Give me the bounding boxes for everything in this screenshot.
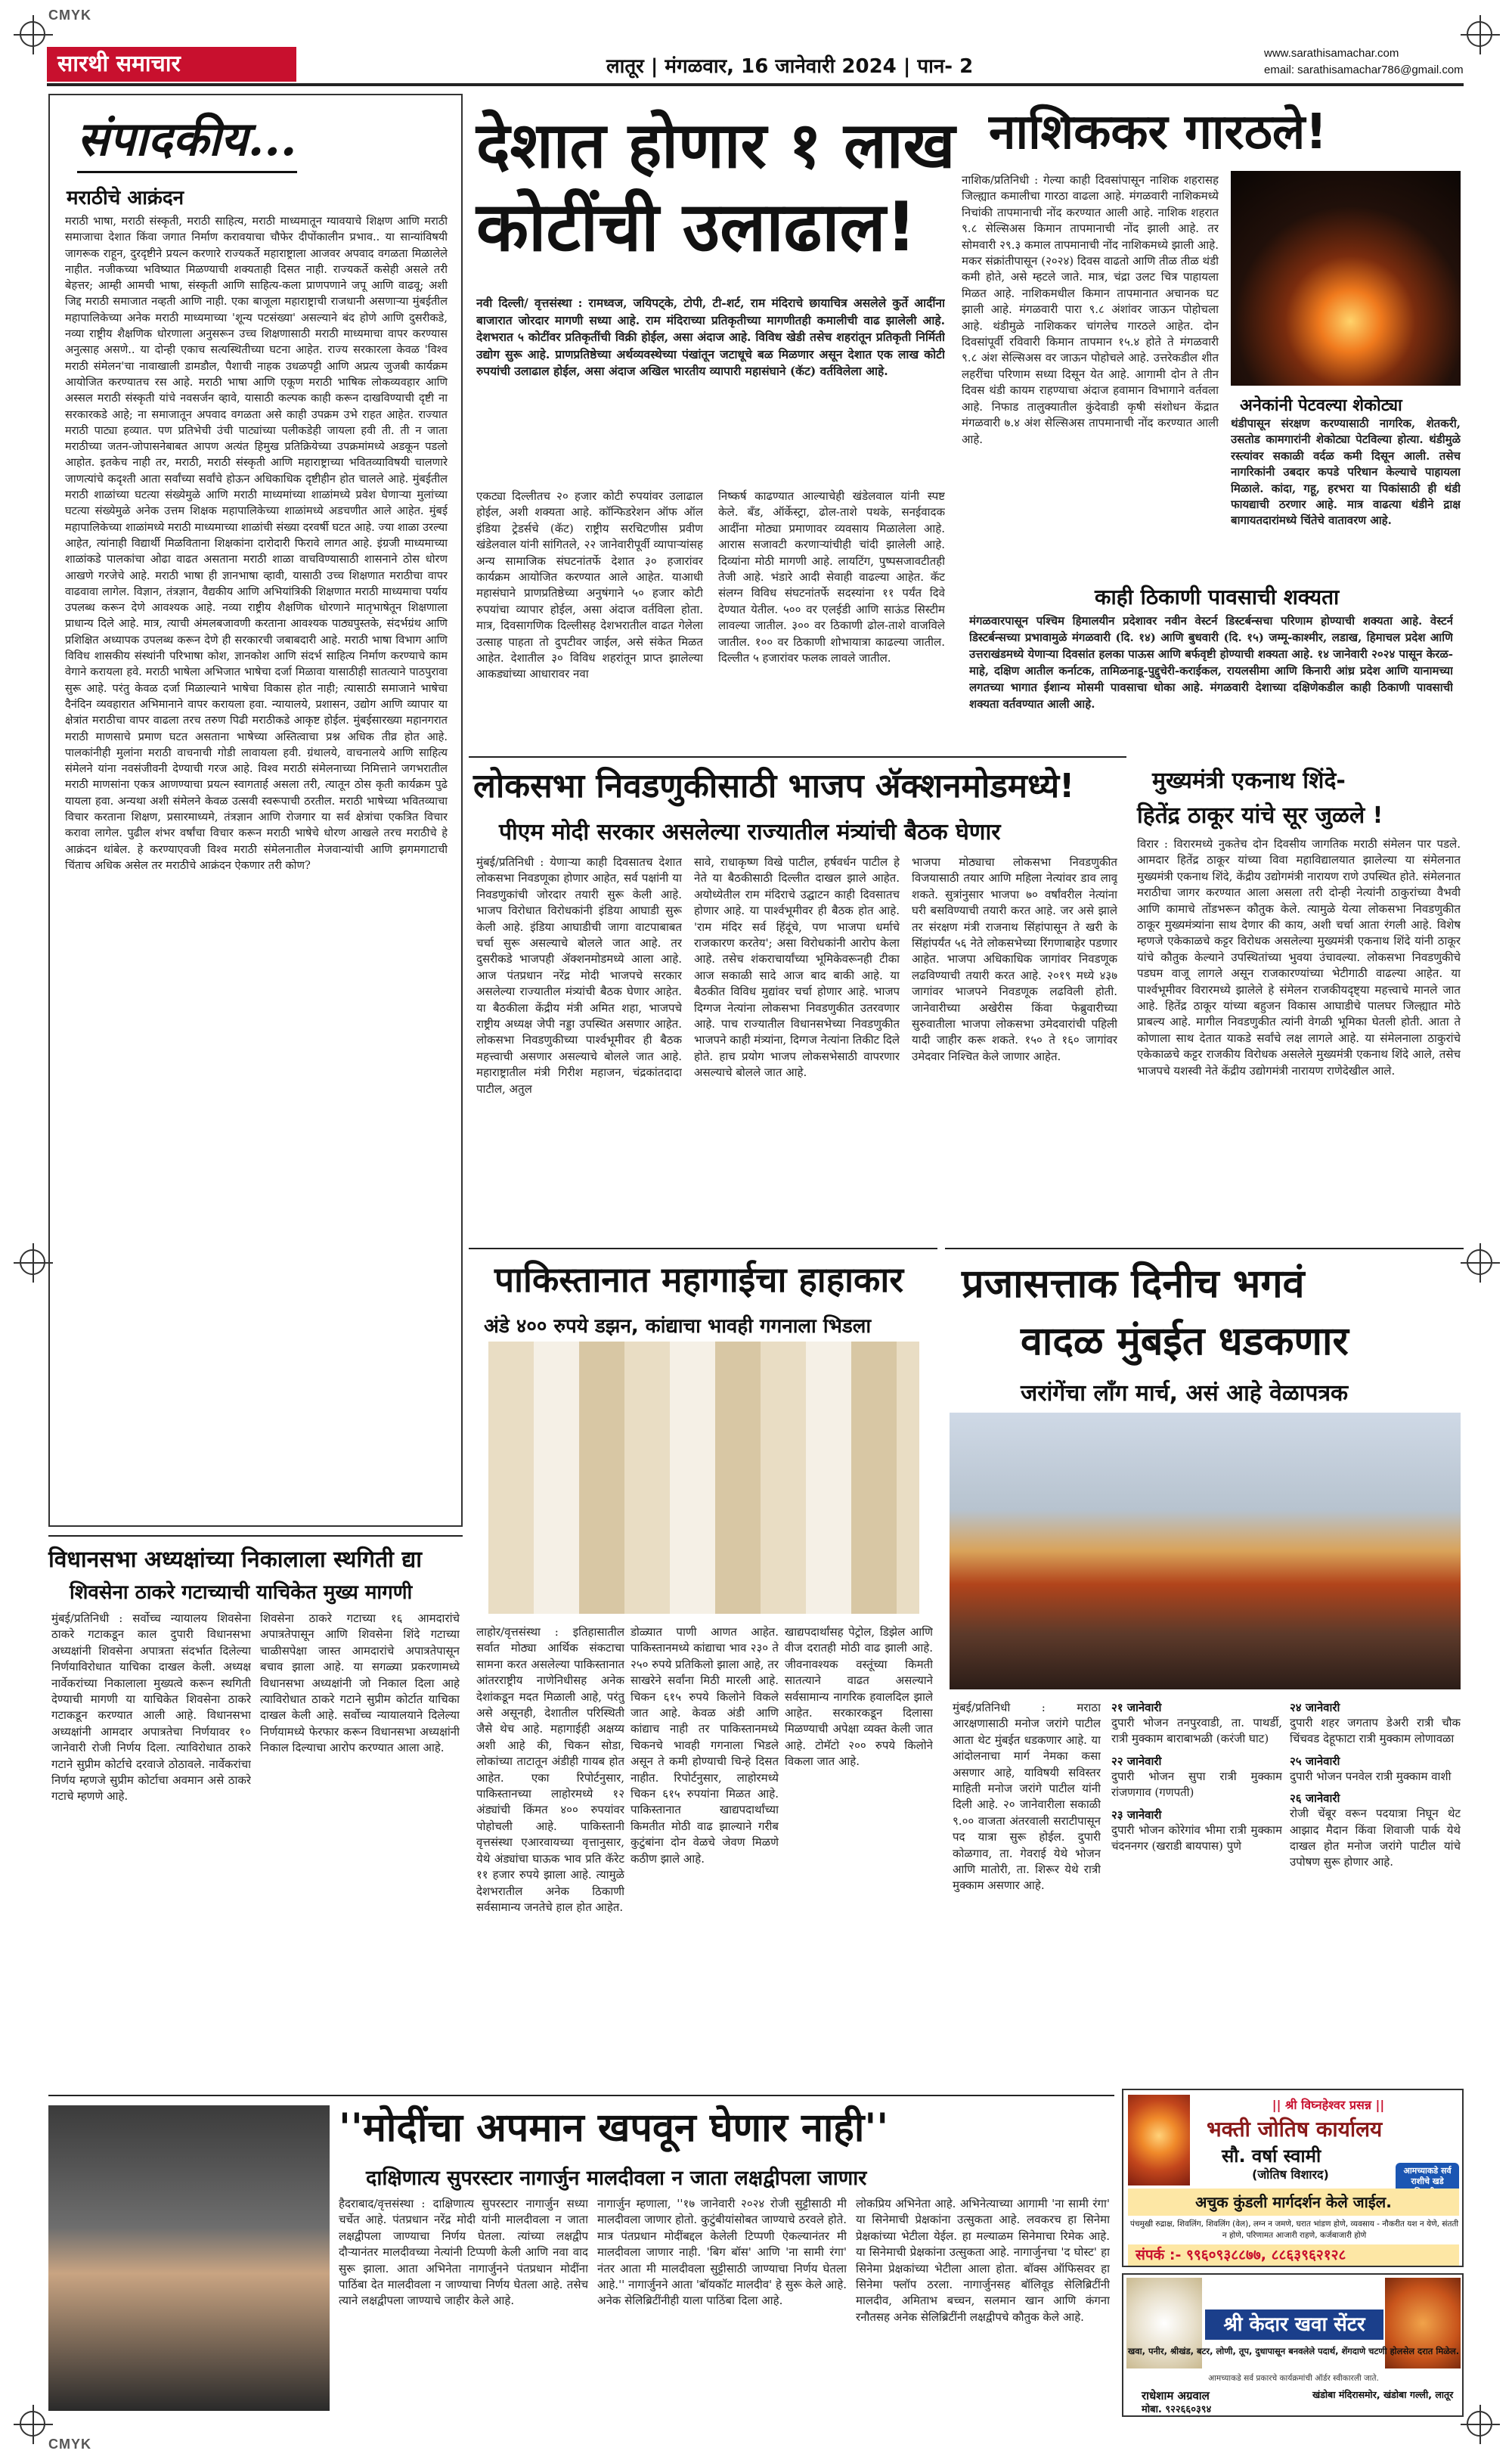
speaker-col-2: शिवसेना ठाकरे गटाच्या १६ आमदारांचे अपात्रतेपासून आणि शिवसेना शिंदे गटाच्या चाळीसपेक्षा जास्त आमदारांचे अपात्रतेपासून बचाव झाला आहे. या सगळ्या प्रकरणामध्ये विधानसभा अध्यक्षांनी जो निकाल दिला आहे त्याविरोधात ठाकरे गटाने सुप्रीम कोर्टात याचिका दाखल केली आहे. सर्वोच्च न्यायालयाने दिलेल्या निर्णयामध्ये फेरफार करून विधानसभा अध्यक्षांनी निकाल दिल्याचा आरोप करण्यात आला आहे. <box>260 1612 460 1755</box>
lead-intro: नवी दिल्ली/ वृत्तसंस्था : रामध्वज, जयिपट्के, टोपी, टी-शर्ट, राम मंदिराचे छायाचित्र असलेले कुर्ते आदींना बाजारात जोरदार मागणी सध्या आहे. राम मंदिराच्या प्रतिकृतीच्या मागणीतही कमालीची वाढ झालेली आहे. देशभरात ५ कोटींवर प्रतिकृतींची विक्री होईल, असा अंदाज आहे. विविध खेडी तसेच शहरांतून प्रतिकृती निर्मिती उद्योग सुरू आहे. प्राणप्रतिष्ठेच्या अर्थव्यवस्थेच्या पंखांतून जटाधूचे बळ मिळणार असून देशात एक लाख कोटी रुपयांची उलाढाल होईल, असा अंदाज अखिल भारतीय व्यापारी महासंघाने (कॅट) वर्तविलेला आहे. <box>476 296 945 378</box>
astrology-name: सौ. वर्षा स्वामी <box>1222 2145 1321 2167</box>
modi-col-1: हैदराबाद/वृत्तसंस्था : दाक्षिणात्य सुपरस्टार नागार्जुन सध्या चर्चेत आहे. पंतप्रधान नरेंद्र मोदी यांनी मालदीवला न जाता लक्षद्वीपला जाण्याचा निर्णय घेतला. त्यांच्या लक्षद्वीप दौऱ्यानंतर मालदीवच्या नेत्यांनी टिप्पणी केली आणि नवा वाद सुरू झाला. आता अभिनेता नागार्जुनने पंतप्रधान मोदींना पाठिंबा देत मालदीवला न जाण्याचा निर्णय घेतला आहे. तसेच त्याने लक्षद्वीपला जाण्याचे जाहीर केले आहे. <box>339 2197 588 2308</box>
registration-mark-icon <box>20 2411 45 2437</box>
rain-headline: काही ठिकाणी पावसाची शक्यता <box>1095 585 1340 610</box>
schedule-items: दुपारी भोजन कोरेगांव भीमा रात्री मुक्काम चंदननगर (खराडी बायपास) पुणे <box>1111 1823 1282 1854</box>
story-rain <box>959 582 1464 753</box>
khawa-name: श्री केदार खवा सेंटर <box>1223 2313 1365 2336</box>
khawa-phone[interactable]: मोबा. ९२२६६०३९४ <box>1142 2404 1212 2415</box>
modi-col-2: नागार्जुन म्हणाला, ''१७ जानेवारी २०२४ रोजी सुट्टीसाठी मी मालदीवला जाणार होतो. कुटुंबीयांसोबत जाण्याचे ठरवले होते. मात्र पंतप्रधान मोदींबद्दल केलेली टिप्पणी ऐकल्यानंतर मी मालदीवला जाणार नाही. 'बिग बॉस' आणि 'ना सामी रंगा' नंतर आता मी मालदीवला सुट्टीसाठी जाण्याचा निर्णय घेतला आहे.'' नागार्जुनने आता 'बॉयकॉट मालदीव' हे सुरू केले आहे. अनेक सेलिब्रिटींनीही याला पाठिंबा दिला आहे. <box>597 2197 847 2308</box>
pakistan-col-3: खाद्यपदार्थांसह पेट्रोल, डिझेल आणि वीज दरातही मोठी वाढ झाली आहे. जीवनावश्यक वस्तूंच्या किमती सातत्याने वाढत असल्याने सर्वसामान्य नागरिक हवालदिल झाले आहेत. सरकारकडून दिलासा मिळण्याची अपेक्षा व्यक्त केली जात आहे. टोमॅटो २०० रुपये किलोने विकला जात आहे. <box>785 1625 933 1769</box>
speaker-col-1: मुंबई/प्रतिनिधी : सर्वोच्च न्यायालय शिवसेना ठाकरे गटाकडून काल दुपारी विधानसभा अध्यक्षांनी शिवसेना अपात्रता संदर्भात दिलेल्या निर्णयाविरोधात याचिका दाखल केली. अध्यक्ष नार्वेकरांच्या निकालाला मुख्यत्वे करून स्थगिती देण्याची मागणी या याचिकेत शिवसेना ठाकरे गटाकडून करण्यात आली आहे. विधानसभा अध्यक्षांनी आमदार अपात्रतेचा निर्णयावर १० जानेवारी रोजी निर्णय दिला. त्याविरोधात ठाकरे गटाने सुप्रीम कोर्टाचे दरवाजे ठोठावले. नार्वेकरांचा निर्णय म्हणजे सुप्रीम कोर्टाचा अवमान असे ठाकरे गटाचे म्हणणे आहे. <box>51 1612 251 1804</box>
story-nashik <box>959 94 1464 578</box>
astrology-slogan: अचुक कुंडली मार्गदर्शन केले जाईल. <box>1195 2193 1392 2211</box>
modi-col-3: लोकप्रिय अभिनेता आहे. अभिनेत्याच्या आगामी 'ना सामी रंगा' या सिनेमाची प्रेक्षकांना उत्सुकता आहे. लवकरच हा सिनेमा प्रेक्षकांच्या भेटीला येईल. हा मल्याळम सिनेमाचा रिमेक आहे. या सिनेमाची प्रेक्षकांना उत्सुकता आहे. नागार्जुनचा 'द घोस्ट' हा सिनेमा प्रेक्षकांच्या भेटीला आला होता. बॉक्स ऑफिसवर हा सिनेमा फ्लॉप ठरला. नागार्जुनसह बॉलिवूड सेलिब्रिटींनी मालदीव, अमिताभ बच्चन, सलमान खान आणि कंगना रनौतसह अनेक सेलिब्रिटींनी लक्षद्वीपचे कौतुक केले आहे. <box>856 2197 1110 2324</box>
schedule-day: २५ जानेवारी <box>1290 1754 1340 1768</box>
story-modi <box>48 2095 1114 2416</box>
schedule-day: २४ जानेवारी <box>1290 1701 1340 1714</box>
masthead <box>47 42 1464 85</box>
republic-subhead: जरांगेंचा लाँग मार्च, असं आहे वेळापत्रक <box>1021 1380 1349 1407</box>
speaker-headline: विधानसभा अध्यक्षांच्या निकालाला स्थगिती द्या <box>48 1546 423 1573</box>
bjp-subhead: पीएम मोदी सरकार असलेल्या राज्यातील मंत्र्यांची बैठक घेणार <box>499 819 1001 845</box>
nashik-caption-title: अनेकांनी पेटवल्या शेकोट्या <box>1240 396 1402 415</box>
editorial-body: मराठी भाषा, मराठी संस्कृती, मराठी साहित्य, मराठी माध्यमातून ग्यावयाचे शिक्षण आणि मराठी समाजाचा देशात किंवा जगात निर्माण करावयाचा चौफेर दीपोंकालीन प्रभाव.. या सान्यांविषयी जागरूक राहून, दुरदृष्टीने प्रयत्न करणारे राज्यकर्ते महाराष्ट्राला आजवर अपवाद वगळता मिळालेले नाहीत. नजीकच्या भविष्यात मिळण्याची शक्यताही दिसत नाही. राज्यकर्ते कसेही असले तरी बेहत्तर; आम्ही आमची भाषा, संस्कृती आणि साहित्य-कला प्राणपणाने जपू आणि वाढवू; अशी जिद्द मराठी समाजात नव्हती आणि नाही. एका बाजूला महाराष्ट्राची राजधानी असणाऱ्या मुंबईतील महापालिकेच्या अनेक मराठी माध्यमाच्या 'शून्य पटसंख्या' असल्याने बंद होणे आणि दुसरीकडे, नव्या राष्ट्रीय शैक्षणिक धोरणाला अनुसरून उच्च शिक्षणासाठी मराठी माध्यमाचा वापर करण्यास अनुत्साह असणे.. या दोन्ही एकाच सत्यस्थितीच्या घटना आहेत. राज्य सरकारला केवळ 'विश्व मराठी संमेलन'चा नावाखाली डामडौल, पैशाची नाहक उधळपट्टी आणि अप्रत्य जुजबी कार्यक्रम आयोजित करण्यातच रस आहे. मराठी भाषा आणि एकूण मराठी भाषिक लोकव्यवहार आणि अस्सल मराठी संस्कृती यांचे नवसर्जन व्हावे, यासाठी कल्पक काही करून दाखविण्याची दृष्टी ना सरकारकडे आहे; ना समाजातून अपवाद वगळता असे काही उपक्रम उभे राहत आहेत. राज्यात मराठी पाट्या हव्यात. पण प्रतिभेची उंची पाट्यांच्या पलीकडेही जायला हवी ती. ती न जाता मराठीच्या जतन-जोपासनेबाबत आपण अत्यंत हिमुख प्रतिक्रियेच्या उपक्रमांमध्ये अडकून पडलो आहोत. इतकेच नाही तर, मराठी, मराठी संस्कृती आणि महाराष्ट्राच्या भवितव्याविषयी चालणारे जाणत्यांचे कदृश्ती आता सर्वांच्या सर्वांचे होऊन अधिकाधिक दृष्टीहीन होत चालले आहे. मुंबईतील मराठी शाळांच्या घटत्या संख्येमुळे आणि मराठी माध्यमांच्या शाळांमध्ये प्रवेश घेणाऱ्या मुलांच्या घटत्या संख्येमुळे अनेक उत्तम शिक्षक महापालिकेच्या शाळांमध्ये अडचणीत आले आहेत. मुंबई महापालिकेच्या शाळांमध्ये मराठी माध्यमाच्या शाळांची संख्या दरवर्षी घटत आहे. ज्या शाळा उरल्या आहेत, त्यांनाही विद्यार्थी मिळविताना शिक्षकांना दारोदारी फिरावे लागत आहे. इंग्रजी माध्यमाच्या शाळांकडे पालकांचा ओढा वाढत असताना मराठी शाळा वाचविण्यासाठी शासनाने ठोस धोरण आखणे गरजेचे आहे. मराठी भाषा ही ज्ञानभाषा व्हावी, यासाठी उच्च शिक्षणात मराठीचा वापर वाढवावा लागेल. विज्ञान, तंत्रज्ञान, वैद्यकीय आणि अभियांत्रिकी शिक्षणात मराठी माध्यमाचा पर्याय उपलब्ध करून देणे आवश्यक आहे. नव्या राष्ट्रीय शैक्षणिक धोरणाने मातृभाषेतून शिक्षणाला प्राधान्य दिले आहे. मात्र, त्याची अंमलबजावणी करताना आवश्यक पाठ्यपुस्तके, संदर्भग्रंथ आणि प्रशिक्षित अध्यापक उपलब्ध करून देणे ही सरकारची जबाबदारी आहे. मराठी भाषा विभाग आणि विविध शासकीय संस्थांनी परिभाषा कोश, ज्ञानकोश आणि संदर्भ साहित्य निर्माण करण्याचे काम वेगाने करायला हवे. मराठी भाषेला अभिजात भाषेचा दर्जा मिळावा यासाठीही सातत्याने पाठपुरावा सुरू आहे. परंतु केवळ दर्जा मिळाल्याने भाषेचा विकास होत नाही; त्यासाठी समाजाने भाषेचा दैनंदिन व्यवहारात अभिमानाने वापर करायला हवा. न्यायालये, प्रशासन, उद्योग आणि व्यापार या क्षेत्रांत मराठीचा वापर वाढला तरच तरुण पिढी मराठीकडे आकृष्ट होईल. मुंबईसारख्या महानगरात मराठी माणसाचे प्रमाण घटत असताना भाषेच्या अस्तित्वाचा प्रश्न अधिक तीव्र होत आहे. पालकांनीही मुलांना मराठी वाचनाची गोडी लावायला हवी. ग्रंथालये, वाचनालये आणि साहित्य संमेलने यांना नवसंजीवनी देण्याची गरज आहे. विश्व मराठी संमेलनाच्या निमित्ताने जगभरातील मराठी माणसांना एकत्र आणण्याचा प्रयत्न स्वागतार्ह असला तरी, त्यातून ठोस कृती कार्यक्रम पुढे यायला हवा. अन्यथा अशी संमेलने केवळ उत्सवी स्वरूपाची ठरतील. मराठी भाषेच्या भवितव्याचा विचार करताना शिक्षण, प्रसारमाध्यमे, तंत्रज्ञान आणि रोजगार या सर्व क्षेत्रांचा एकत्रित विचार करावा लागेल. पुढील शंभर वर्षांचा विचार करून मराठी भाषेचे धोरण आखले तरच मराठीचे हे आक्रंदन थांबेल. हे करण्याएवजी विश्व मराठी संमेलनातील मेजवान्यांची आणि झगमगाटाची चिंताच अधिक असेल तर मराठीचे आक्रंदन ऐकणार तरी कोण? <box>65 215 448 872</box>
khawa-name-band <box>1205 2310 1383 2340</box>
pakistan-subhead: अंडे ४०० रुपये डझन, कांद्याचा भावही गगनाला भिडला <box>484 1315 872 1338</box>
story-shinde <box>1134 756 1464 1240</box>
modi-headline: ''मोदींचा अपमान खपवून घेणार नाही'' <box>339 2105 889 2151</box>
khawa-owner: राधेशाम अग्रवाल <box>1142 2389 1210 2403</box>
editorial-box <box>48 94 463 1527</box>
schedule-day: २२ जानेवारी <box>1111 1754 1162 1768</box>
paper-name-banner <box>47 47 296 82</box>
registration-mark-icon <box>20 1249 45 1275</box>
schedule-day: २१ जानेवारी <box>1111 1701 1162 1714</box>
khawa-note: आमच्याकडे सर्व प्रकारचे कार्यक्रमांची ऑर्डर स्वीकारली जाते. <box>1208 2374 1379 2383</box>
modi-subhead: दाक्षिणात्य सुपरस्टार नागार्जुन मालदीवला न जाता लक्षद्वीपला जाणार <box>366 2167 867 2190</box>
rain-body: मंगळवारपासून पश्चिम हिमालयीन प्रदेशावर नवीन वेस्टर्न डिस्टर्बन्सचा परिणाम होण्याची शक्यता आहे. वेस्टर्न डिस्टर्बन्सच्या प्रभावामुळे मंगळवारी (दि. १४) आणि बुधवारी (दि. १५) जम्मू-काश्मीर, लडाख, हिमाचल प्रदेश आणि उत्तराखंडमध्ये येणाऱ्या दिवसांत हलका पाऊस आणि बर्फवृष्टी होण्याची शक्यता आहे. १४ जानेवारी २०२४ पासून केरळ-माहे, दक्षिण आतील कर्नाटक, तामिळनाडू-पुद्दुचेरी-कराईकल, रायलसीमा आणि किनारी आंध्र प्रदेश आणि यानामच्या लगतच्या भागात ईशान्य मोसमी पावसाचा धोका आहे. मंगळवारी देशाच्या दक्षिणेकडील काही ठिकाणी पावसाची शक्यता वर्तवण्यात आली आहे. <box>969 614 1453 711</box>
khawa-address: खंडोबा मंदिरासमोर, खंडोबा गल्ली, लातूर <box>1312 2389 1454 2400</box>
shinde-headline-1: मुख्यमंत्री एकनाथ शिंदे- <box>1152 768 1346 794</box>
schedule-day: २३ जानेवारी <box>1111 1807 1162 1822</box>
editorial-banner: संपादकीय... <box>77 106 297 173</box>
paper-name: सारथी समाचार <box>57 51 181 77</box>
schedule-items: रोजी चेंबूर वरून पदयात्रा निघून थेट आझाद मैदान किंवा शिवाजी पार्क येथे दाखल होत मनोज जरांगे पाटील यांचे उपोषण सुरू होणार आहे. <box>1290 1807 1461 1869</box>
astrology-badge: आमच्याकडे सर्व राशीचे खडे <box>1396 2163 1459 2205</box>
schedule-items: दुपारी भोजन पनवेल रात्री मुक्काम वाशी <box>1290 1769 1452 1783</box>
registration-mark-icon <box>20 21 45 47</box>
lead-headline-1: देशात होणार १ लाख <box>476 108 956 182</box>
story-pakistan <box>469 1248 937 2083</box>
republic-body: मुंबई/प्रतिनिधी : मराठा आरक्षणासाठी मनोज जरांगे पाटील आता थेट मुंबईत धडकणार आहे. या आंदोलनाचा मार्ग नेमका कसा असणार आहे, याविषयी सविस्तर माहिती मनोज जरांगे पाटील यांनी दिली आहे. २० जानेवारीला सकाळी ९.०० वाजता अंतरवाली सराटीपासून पद यात्रा सुरू होईल. दुपारी कोळगाव, ता. गेवराई येथे भोजन आणि मातोरी, ता. शिरूर येथे रात्री मुक्काम असणार आहे. <box>953 1701 1101 1893</box>
pakistan-col-1: लाहोर/वृत्तसंस्था : इतिहासातील सर्वात मोठ्या आर्थिक संकटाचा सामना करत असलेल्या पाकिस्तानात आंतरराष्ट्रीय नाणेनिधीसह अनेक देशांकडून मदत मिळाली आहे, परंतु असे असूनही, देशातील परिस्थिती जैसे थेच आहे. महागाईही अक्षय्य अशी आहे की, चिकन सोडा, लोकांच्या ताटातून अंडीही गायब होत आहेत. एका रिपोर्टनुसार, पाकिस्तानच्या लाहोरमध्ये १२ अंड्यांची किंमत ४०० रुपयांवर पोहोचली आहे. पाकिस्तानी वृत्तसंस्था एआरवायच्या वृत्तानुसार, येथे अंड्यांचा घाऊक भाव प्रति कॅरेट ११ हजार रुपये झाला आहे. त्यामुळे देशभरातील अनेक ठिकाणी सर्वसामान्य जनतेचे हाल होत आहेत. <box>476 1625 624 1914</box>
schedule-items: दुपारी शहर जगताप डेअरी रात्री चौक चिंचवड देहूफाटा रात्री मुक्काम लोणावळा <box>1290 1716 1461 1746</box>
astrology-degree: (जोतिष विशारद) <box>1252 2167 1329 2182</box>
story-lead <box>469 94 956 865</box>
registration-mark-icon <box>1467 1249 1492 1275</box>
bonfire-photo <box>1231 171 1461 386</box>
khawa-tagline: खवा, पनीर, श्रीखंड, बटर, लोणी, तूप, दुधापासून बनवलेले पदार्थ, शेंगदाणे चटणी होलसेल दरात मिळेल. <box>1127 2346 1460 2356</box>
registration-mark-icon <box>1467 21 1492 47</box>
schedule-items: दुपारी भोजन तनपुरवाडी, ता. पाथर्डी, रात्री मुक्काम बाराबाभळी (करंजी घाट) <box>1111 1716 1282 1746</box>
schedule-items: दुपारी भोजन सुपा रात्री मुक्काम रांजणगाव (गणपती) <box>1111 1769 1282 1800</box>
republic-headline-1: प्रजासत्ताक दिनीच भगवं <box>962 1261 1305 1307</box>
actor-photo <box>48 2105 330 2411</box>
editorial-title: मराठीचे आक्रंदन <box>67 187 184 209</box>
website[interactable]: www.sarathisamachar.com <box>1264 47 1399 60</box>
bjp-headline: लोकसभा निवडणुकीसाठी भाजप ॲक्शनमोडमध्ये! <box>473 767 1075 805</box>
email[interactable]: email: sarathisamachar786@gmail.com <box>1264 64 1464 76</box>
lead-headline-2: कोटींची उलाढाल! <box>476 188 917 267</box>
dateline: लातूर | मंगळवार, 16 जानेवारी 2024 | पान- 2 <box>606 55 974 78</box>
lead-col-2: निष्कर्ष काढण्यात आल्याचेही खंडेलवाल यांनी स्पष्ट केले. बँड, ऑर्केस्ट्रा, ढोल-ताशे पथके, सनईवादक आदींना मोठ्या प्रमाणावर व्यवसाय मिळालेला आहे. आरास सजावटी करणाऱ्यांचीही चांदी झालेली आहे. दिव्यांना मोठी मागणी आहे. लायटिंग, पुष्पसजावटीतही तेजी आहे. भंडारे आदी सेवाही वाढल्या आहेत. कॅट संलग्न विविध संघटनांतर्फे सदस्यांना ११ पर्यंत दिवे देण्यात येतील. ५०० वर एलईडी आणि साऊंड सिस्टीम लावल्या जातील. ३०० वर ठिकाणी ढोल-ताशे वाजविले जातील. १०० वर ठिकाणी शोभायात्रा काढल्या जातील. दिल्लीत ५ हजारांवर फलक लावले जातील. <box>718 489 945 665</box>
story-speaker <box>48 1535 463 2083</box>
lead-col-1: एकट्या दिल्लीतच २० हजार कोटी रुपयांवर उलाढाल होईल, अशी शक्यता आहे. कॉन्फिडरेशन ऑफ ऑल इंडिया ट्रेडर्सचे (कॅट) राष्ट्रीय सरचिटणीस प्रवीण खंडेलवाल यांनी सांगितले, २२ जानेवारीपूर्वी व्यापाऱ्यांसह अन्य सामाजिक संघटनांतर्फे देशात ३० हजारांवर कार्यक्रम आयोजित करण्यात आले आहेत. याआधी महासंघाने प्राणप्रतिष्ठेच्या अनुषंगाने ५० हजार कोटी रुपयांचा व्यापार होईल, असा अंदाज वर्तविला होता. मात्र, दिवसागणिक दिल्लीसह देशभरातील वाढत गेलेला उत्साह पाहता तो दुपटीवर जाईल, असे संकेत मिळत आहेत. देशातील ३० विविध शहरांतून प्राप्त झालेल्या आकड्यांच्या आधारावर नवा <box>476 489 703 681</box>
story-bjp <box>469 756 1126 1240</box>
shinde-body: विरार : विरारमध्ये नुकतेच दोन दिवसीय जागतिक मराठी संमेलन पार पडले. आमदार हितेंद्र ठाकूर यांच्या विवा महाविद्यालयात झालेल्या या संमेलनात मुख्यमंत्री एकनाथ शिंदे, केंद्रीय उद्योगमंत्री नारायण राणे उपस्थित होते. संमेलनात मराठीचा जागर करण्यात आला असला तरी दोन्ही नेत्यांनी ठाकुरांच्या वैभवी आणि कामाचे तोंडभरून कौतुक केले. त्यामुळे येत्या लोकसभा निवडणुकीत ठाकूर मुख्यमंत्र्यांना साथ देणार की काय, अशी चर्चा आता रंगली आहे. विशेष म्हणजे एकेकाळचे कट्टर विरोधक असलेल्या मुख्यमंत्री एकनाथ शिंदे यांनी ठाकूर यांचे कौतुक केल्याने उपस्थितांच्या भुवया उंचावल्या. लोकसभा निवडणुकीचे पडघम वाजू लागले असून राजकारण्यांच्या भेटीगाठी वाढल्या आहेत. या पार्श्वभूमीवर विरारमध्ये झालेले हे संमेलन राजकीयदृष्ट्या महत्त्वाचे मानले जात आहे. हितेंद्र ठाकूर यांच्या बहुजन विकास आघाडीचे पालघर जिल्ह्यात मोठे प्राबल्य आहे. मागील निवडणुकीत त्यांनी वेगळी भूमिका घेतली होती. आता ते कोणाला साथ देतात याकडे सर्वांचे लक्ष लागले आहे. या संमेलनाला ठाकुरांचे एकेकाळचे कट्टर राजकीय विरोधक असलेले मुख्यमंत्री एकनाथ शिंदे आले, तसेच भाजपचे यशस्वी नेते केंद्रीय उद्योगमंत्री नारायण राणेदेखील आले. <box>1137 837 1461 1078</box>
registration-mark-icon <box>1467 2411 1492 2437</box>
pakistan-headline: पाकिस्तानात महागाईचा हाहाकार <box>494 1259 904 1300</box>
market-photo <box>488 1342 919 1614</box>
astrology-top: || श्री विघ्नहेश्वर प्रसन्न || <box>1272 2098 1385 2112</box>
nashik-body: नाशिक/प्रतिनिधी : गेल्या काही दिवसांपासून नाशिक शहरासह जिल्ह्यात कमालीचा गारठा वाढला आहे. मंगळवारी नाशिकमध्ये निचांकी तापमानाची नोंद करण्यात आली आहे. नाशिक शहरात ९.८ सेल्सिअस किमान तापमानाची नोंद झाली आहे. तर सोमवारी २९.३ कमाल तापमानाची नोंद नाशिकमध्ये झाली आहे. मकर संक्रांतीपासून (२०२४) दिवस वाढतो आणि तीळ तीळ थंडी कमी होते, असे म्हटले जाते. मात्र, चंद्रा उलट चित्र पाहायला मिळत आहे. नाशिकमधील किमान तापमानात अचानक घट झाली आहे. मंगळवारी पारा ९.८ अंशांवर जाऊन पोहोचला आहे. थंडीमुळे नाशिककर चांगलेच गारठले आहेत. दोन दिवसांपूर्वी रविवारी किमान तापमान १५.४ होते ते मंगळवारी ९.८ अंश सेल्सिअस वर जाऊन पोहोचले आहे. उत्तरेकडील शीत लहरींचा परिणाम सध्या दिसून येत आहे. आगामी दोन ते तीन दिवस थंडी कायम राहण्याचा अंदाज हवामान विभागाने वर्तवला आहे. निफाड तालुक्यातील कुंदेवाडी कृषी संशोधन केंद्रात मंगळवारी ७.४ अंश सेल्सिअस तापमानाची नोंद करण्यात आली आहे. <box>962 173 1219 446</box>
khawa-ad <box>1122 2273 1464 2417</box>
speaker-subhead: शिवसेना ठाकरे गटाच्याची याचिकेत मुख्य मागणी <box>70 1581 413 1604</box>
nashik-caption-body: थंडीपासून संरक्षण करण्यासाठी नागरिक, शेतकरी, उसतोड कामगारांनी शेकोट्या पेटविल्या होत्या. थंडीमुळे रस्त्यांवर सकाळी वर्दळ कमी दिसून आली. तसेच नागरिकांनी उबदार कपडे परिधान केल्याचे पाहायला मिळाले. कांदा, गहू, हरभरा या पिकांसाठी ही थंडी फायद्याची ठरणार आहे. मात्र वाढत्या थंडीने द्राक्ष बागायतदारांमध्ये चिंतेचे वातावरण आहे. <box>1231 417 1461 528</box>
bjp-col-1: मुंबई/प्रतिनिधी : येणाऱ्या काही दिवसातच देशात लोकसभा निवडणूका होणार आहेत, सर्व पक्षांनी या निवडणुकांची जोरदार तयारी सुरू केली आहे. भाजप विरोधात विरोधकांनी इंडिया आघाडी सुरू केली आहे. इंडिया आघाडीची जागा वाटपाबाबत चर्चा सुरू असल्याचे बोलले जात आहे. तर दुसरीकडे भाजपही ॲक्शनमोडमध्ये आला आहे. आज पंतप्रधान नरेंद्र मोदी भाजपचे सरकार असलेल्या राज्यातील मंत्र्यांची बैठक घेणार आहेत. या बैठकीला केंद्रीय मंत्री अमित शहा, भाजपचे राष्ट्रीय अध्यक्ष जेपी नड्डा उपस्थित असणार आहेत. लोकसभा निवडणुकीच्या पार्श्वभूमीवर ही बैठक महत्त्वाची असणार असल्याचे बोलले जात आहे. महाराष्ट्रातील मंत्री गिरीश महाजन, चंद्रकांतदादा पाटील, अतुल <box>476 855 682 1096</box>
cmyk-mark-top: CMYK <box>48 8 91 23</box>
ganesh-image <box>1128 2095 1190 2185</box>
schedule-day: २६ जानेवारी <box>1290 1791 1340 1806</box>
astrology-ad <box>1122 2089 1464 2267</box>
nashik-headline: नाशिककर गारठले! <box>989 104 1328 160</box>
march-schedule <box>1111 1700 1461 2078</box>
bjp-col-2: सावे, राधाकृष्ण विखे पाटील, हर्षवर्धन पाटील हे नेते या बैठकीसाठी दिल्लीत दाखल झाले आहेत. अयोध्येतील राम मंदिराचे उद्घाटन काही दिवसातच होणार आहे. या पार्श्वभूमीवर ही बैठक होत आहे. 'राम मंदिर सर्व हिंदूंचे, पण भाजपा धर्माचे राजकारण करतेय'; असा विरोधकांनी आरोप केला आहे. तसेच शंकराचार्यांच्या भूमिकेवरूनही टीका आज सकाळी सादे आज बाद बाकी आहे. या बैठकीत विविध मुद्यांवर चर्चा होणार आहे. भाजप दिग्गज नेत्यांना लोकसभा निवडणुकीत उतरवणार आहे. पाच राज्यातील विधानसभेच्या निवडणुकीत भाजपने काही मंत्र्यांना, दिग्गज नेत्यांना तिकीट दिले होते. हाच प्रयोग भाजप लोकसभेसाठी वापरणार असल्याचे बोलले जात आहे. <box>694 855 900 1080</box>
cmyk-mark-bottom: CMYK <box>48 2437 91 2452</box>
astrology-office: भक्ती जोतिष कार्यालय <box>1207 2117 1383 2142</box>
story-republic <box>945 1248 1464 2083</box>
astrology-contact-band <box>1128 2244 1459 2266</box>
republic-headline-2: वादळ मुंबईत धडकणार <box>1021 1319 1349 1364</box>
astrology-slogan-band <box>1128 2189 1459 2216</box>
shinde-headline-2: हितेंद्र ठाकूर यांचे सूर जुळले ! <box>1137 802 1383 829</box>
astrology-contact[interactable]: संपर्क :- ९९६०९३८८७७, ८८६३९६२१२८ <box>1136 2247 1346 2263</box>
rally-photo <box>950 1413 1461 1689</box>
pakistan-col-2: डोळ्यात पाणी आणत आहेत. पाकिस्तानमध्ये कांद्याचा भाव २३० ते २५० रुपये प्रतिकिलो झाला आहे, तर साखरेने सर्वांना मिठी मारली आहे. चिकन ६१५ रुपये किलोने विकले जात आहे. केवळ अंडी आणि कांद्याच नाही तर पाकिस्तानमध्ये चिकनचे भावही गगनाला भिडले असून ते कमी होण्याची चिन्हे दिसत नाहीत. रिपोर्टनुसार, लाहोरमध्ये चिकन ६१५ रुपयांना मिळत आहे. पाकिस्तानात खाद्यपदार्थांच्या किमतीत मोठी वाढ झाल्याने गरीब कुटुंबांना दोन वेळचे जेवण मिळणे कठीण झाले आहे. <box>631 1625 779 1866</box>
astrology-services: पंचमुखी रुद्राक्ष, शिवलिंग, शिवलिंग (वेल), लग्न न जमणे, घरात भांडण होणे, व्यवसाय - नौकरीत यश न येणे, संतती न होणे, परिणामत आजारी राहणे, कर्जबाजारी होणे <box>1129 2220 1459 2240</box>
bjp-col-3: भाजपा मोठ्याचा लोकसभा निवडणुकीत विजयासाठी तयार आणि महिला नेत्यांवर डाव लावू शकते. सुत्रांनुसार भाजपा ७० वर्षांवरील नेत्यांना घरी बसविण्याची तयारी करत आहे. जर असे झाले तर संरक्षण मंत्री राजनाथ सिंहांपासून ते खरी के सिंहांपर्यंत ५६ नेते लोकसभेच्या रिंगणाबाहेर पडणार आहेत. भाजपा अधिकाधिक जागांवर निवडणूक लढविण्याची तयारी करत आहे. २०१९ मध्ये ४३७ जागांवर भाजपने निवडणूक लढविली होती. जानेवारीच्या अखेरीस किंवा फेब्रुवारीच्या सुरुवातीला भाजपा लोकसभा उमेदवारांची पहिली यादी जाहीर करू शकते. १५० ते १६० जागांवर उमेदवार निश्चित केले जाणार आहेत. <box>912 855 1117 1063</box>
